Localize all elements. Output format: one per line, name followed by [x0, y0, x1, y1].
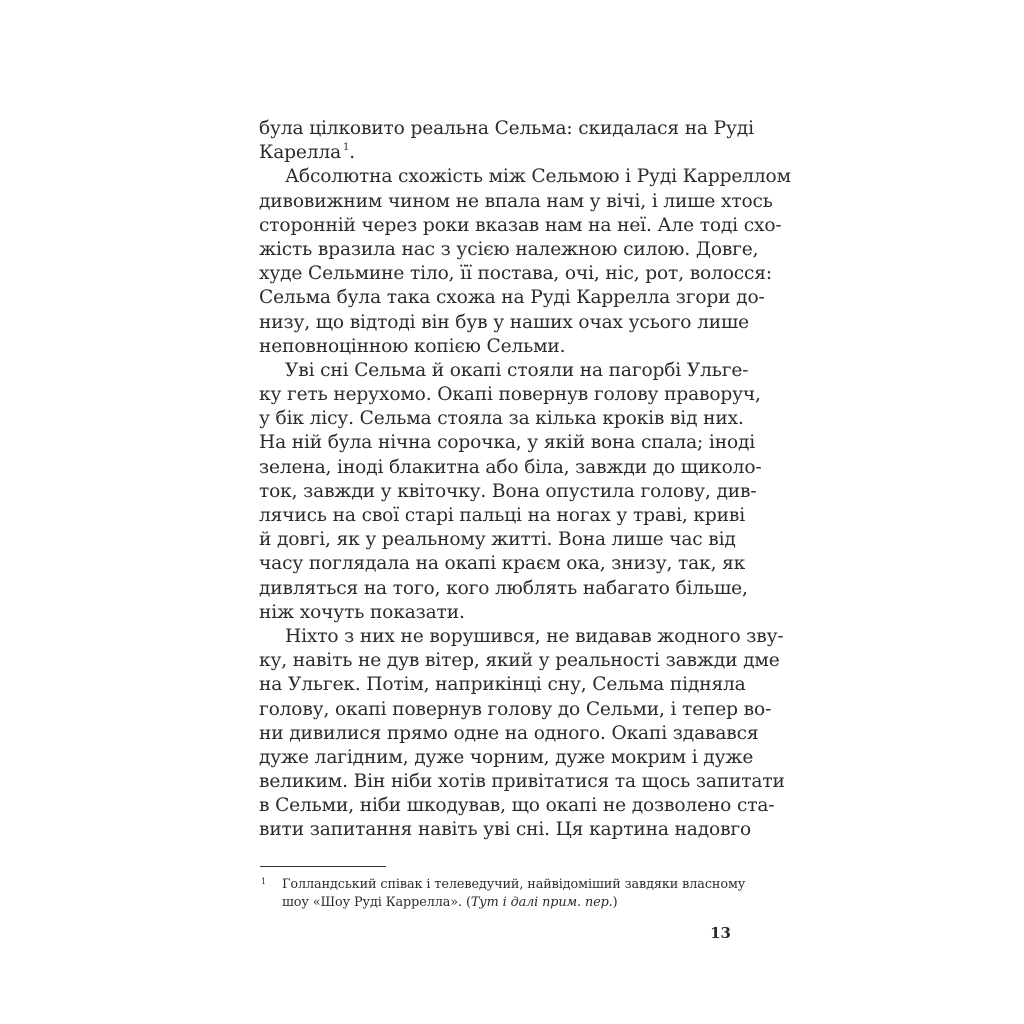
- text-line: низу, що відтоді він був у наших очах усього лише: [259, 311, 749, 333]
- translator-note: Тут і далі прим. пер.: [470, 895, 613, 910]
- text-line: була цілковито реальна Сельма: скидалася на Руді: [259, 118, 754, 139]
- text-line: ку, навіть не дув вітер, який у реальності завжди дме: [259, 650, 780, 672]
- text-line: лячись на свої старі пальці на ногах у траві, криві: [259, 505, 746, 526]
- text-line: й довгі, як у реальному житті. Вона лише час від: [259, 529, 736, 551]
- text-line: на Ульгек. Потім, наприкінці сну, Сельма підняла: [259, 674, 746, 696]
- text-line: худе Сельмине тіло, її постава, очі, ніс, рот, волосся:: [259, 263, 773, 285]
- footnote-reference[interactable]: 1: [343, 142, 350, 154]
- body-text: [259, 117, 791, 843]
- text-line: вити запитання навіть уві сні. Ця картина надовго: [259, 819, 752, 841]
- text-line: дуже лагідним, дуже чорним, дуже мокрим і дуже: [259, 746, 754, 768]
- footnote-text: шоу «Шоу Руді Каррелла». (: [282, 895, 471, 910]
- footnote-text-end: ): [612, 895, 618, 910]
- text-line: ку геть нерухомо. Окапі повернув голову праворуч,: [259, 384, 761, 406]
- text-line: ніж хочуть показати.: [259, 601, 465, 623]
- text-line: сторонній через роки вказав нам на неї. Але тоді схо-: [259, 214, 782, 236]
- text-line: [259, 141, 731, 165]
- footnote-number: 1: [261, 877, 267, 886]
- text-line: дивовижним чином не впала нам у вічі, і лише хтось: [259, 190, 773, 212]
- text-line: жість вразила нас з усією належною силою. Довге,: [259, 238, 759, 260]
- text-line: Абсолютна схожість між Сельмою і Руді Карреллом: [285, 166, 791, 188]
- text-line: зелена, іноді блакитна або біла, завжди до щиколо-: [259, 456, 762, 478]
- text-line-content: Карелла: [259, 142, 342, 164]
- text-line: Ніхто з них не ворушився, не видавав жодного зву-: [285, 625, 784, 647]
- footnote-line: [282, 894, 731, 912]
- text-line: у бік лісу. Сельма стояла за кілька кроків від них.: [259, 408, 744, 430]
- text-line: часу поглядала на окапі краєм ока, знизу, так, як: [259, 553, 746, 575]
- text-line: ни дивилися прямо одне на одного. Окапі здавався: [259, 722, 759, 744]
- text-line: Уві сні Сельма й окапі стояли на пагорбі Ульге-: [285, 359, 749, 381]
- footnote-line: Голландський співак і телеведучий, найвідоміший завдяки власному: [282, 877, 746, 892]
- text-line: голову, окапі повернув голову до Сельми, і тепер во-: [259, 698, 772, 720]
- text-line: Сельма була така схожа на Руді Каррелла згори до-: [259, 287, 765, 309]
- page-number: 13: [710, 924, 731, 942]
- footnote: [259, 876, 746, 912]
- text-line: ток, завжди у квіточку. Вона опустила голову, див-: [259, 480, 757, 502]
- text-line-punctuation: .: [349, 142, 356, 164]
- text-line: в Сельми, ніби шкодував, що окапі не дозволено ста-: [259, 795, 775, 817]
- footnote-divider: [260, 866, 386, 867]
- text-line: На ній була нічна сорочка, у якій вона спала; іноді: [259, 432, 756, 454]
- text-line: неповноцінною копією Сельми.: [259, 335, 566, 357]
- text-line: великим. Він ніби хотів привітатися та щось запитати: [259, 771, 785, 793]
- text-line: дивляться на того, кого люблять набагато більше,: [259, 577, 748, 599]
